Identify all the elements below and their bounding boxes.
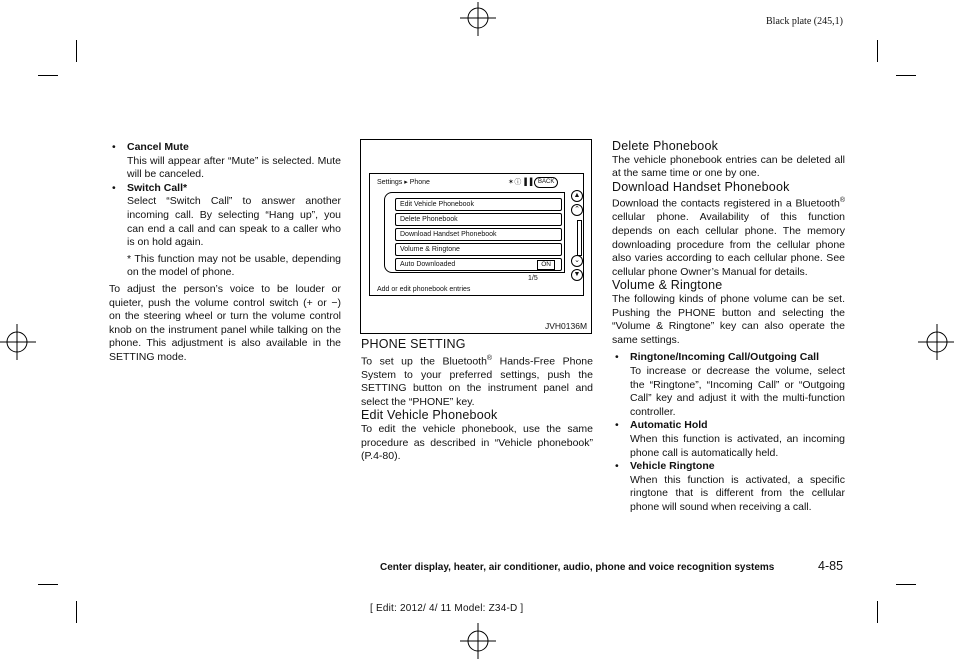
registration-mark-top	[456, 0, 500, 40]
ringtone-heading: • Ringtone/Incoming Call/Outgoing Call	[612, 351, 845, 365]
volume-adjust-paragraph: To adjust the person’s voice to be louder or quieter, push the volume control switch (+ or −) on the steering wheel or turn the volume control knob on the instrument panel while talking on the phone. This adjustment is also available in the SETTING mode.	[109, 282, 341, 363]
scroll-up-icon[interactable]: ⌃	[571, 204, 583, 216]
switch-call-heading: • Switch Call*	[109, 182, 341, 196]
scrollbar[interactable]	[577, 220, 582, 256]
column-left	[109, 141, 341, 365]
toggle-on-indicator[interactable]: ON	[537, 260, 555, 270]
cancel-mute-text: This will appear after “Mute” is selected. Mute will be canceled.	[127, 154, 341, 181]
ringtone-text: To increase or decrease the volume, select the “Ringtone”, “Incoming Call” or “Outgoing Call” key and adjust it with the multi-function controller.	[630, 365, 845, 418]
delete-phonebook-text: The vehicle phonebook entries can be deleted all at the same time or one by one.	[612, 153, 845, 180]
download-phonebook-text: Download the contacts registered in a Bluetooth® cellular phone. Availability of this function depends on each cellular phone. The memory downloading procedure from the cellular phone also varies according to each cellular phone. See cellular phone Owner’s Manual for details.	[612, 197, 845, 278]
chevron-down-icon[interactable]: ▼	[571, 269, 583, 281]
vehicle-ringtone-heading: • Vehicle Ringtone	[612, 460, 845, 474]
settings-list	[384, 192, 565, 273]
edit-phonebook-text: To edit the vehicle phonebook, use the same procedure as described in “Vehicle phonebook” (P.4-80).	[361, 423, 593, 463]
volume-ringtone-text: The following kinds of phone volume can be set. Pushing the PHONE button and selecting the “Volume & Ringtone” key can also operate the same settings.	[612, 293, 845, 346]
registration-mark-left	[0, 320, 38, 364]
phone-status-icons: ✶ⓘ▐▐	[508, 179, 533, 186]
list-item[interactable]	[395, 228, 562, 241]
registration-mark-right	[916, 320, 954, 364]
edit-phonebook-heading: Edit Vehicle Phonebook	[361, 408, 498, 423]
list-item-label: Volume & Ringtone	[400, 246, 460, 253]
column-middle	[361, 338, 593, 464]
automatic-hold-heading: • Automatic Hold	[612, 419, 845, 433]
chevron-up-icon[interactable]: ▲	[571, 190, 583, 202]
volume-ringtone-heading: Volume & Ringtone	[612, 278, 723, 293]
page-indicator: 1/5	[528, 275, 538, 282]
list-item[interactable]	[395, 213, 562, 226]
list-item[interactable]	[395, 198, 562, 211]
screen-hint: Add or edit phonebook entries	[377, 286, 471, 293]
automatic-hold-text: When this function is activated, an incoming phone call is automatically held.	[630, 432, 845, 459]
switch-call-note: * This function may not be usable, depending on the model of phone.	[127, 252, 341, 279]
column-right	[612, 140, 845, 515]
list-item-label: Auto Downloaded	[400, 261, 456, 268]
switch-call-text: Select “Switch Call” to answer another incoming call. By selecting “Hang up”, you can end a call and can speak to a caller who is on hold again.	[127, 195, 341, 249]
edit-info: [ Edit: 2012/ 4/ 11 Model: Z34-D ]	[370, 603, 524, 614]
cancel-mute-heading: • Cancel Mute	[109, 141, 341, 155]
list-item[interactable]	[395, 258, 562, 271]
phone-setting-heading: PHONE SETTING	[361, 337, 466, 351]
phone-setting-text: To set up the Bluetooth® Hands-Free Phone System to your preferred settings, push the SETTING button on the instrument panel and select the “PHONE” key.	[361, 354, 593, 408]
figure-code: JVH0136M	[545, 321, 588, 331]
page-number: 4-85	[818, 559, 844, 573]
phone-settings-figure	[360, 139, 592, 334]
plate-label: Black plate (245,1)	[766, 16, 843, 27]
back-button[interactable]: BACK	[534, 177, 558, 188]
list-item-label: Edit Vehicle Phonebook	[400, 201, 474, 208]
list-item-label: Delete Phonebook	[400, 216, 458, 223]
download-phonebook-heading: Download Handset Phonebook	[612, 179, 790, 194]
list-item[interactable]	[395, 243, 562, 256]
section-footer: Center display, heater, air conditioner, audio, phone and voice recognition systems	[380, 562, 775, 573]
scroll-down-icon[interactable]: ⌄	[571, 255, 583, 267]
vehicle-ringtone-text: When this function is activated, a specific ringtone that is different from the cellular phone will sound when receiving a call.	[630, 473, 845, 513]
list-item-label: Download Handset Phonebook	[400, 231, 497, 238]
registration-mark-bottom	[456, 621, 500, 661]
display-screen	[369, 173, 584, 296]
delete-phonebook-heading: Delete Phonebook	[612, 139, 719, 153]
screen-breadcrumb: Settings ▸ Phone	[377, 179, 430, 186]
